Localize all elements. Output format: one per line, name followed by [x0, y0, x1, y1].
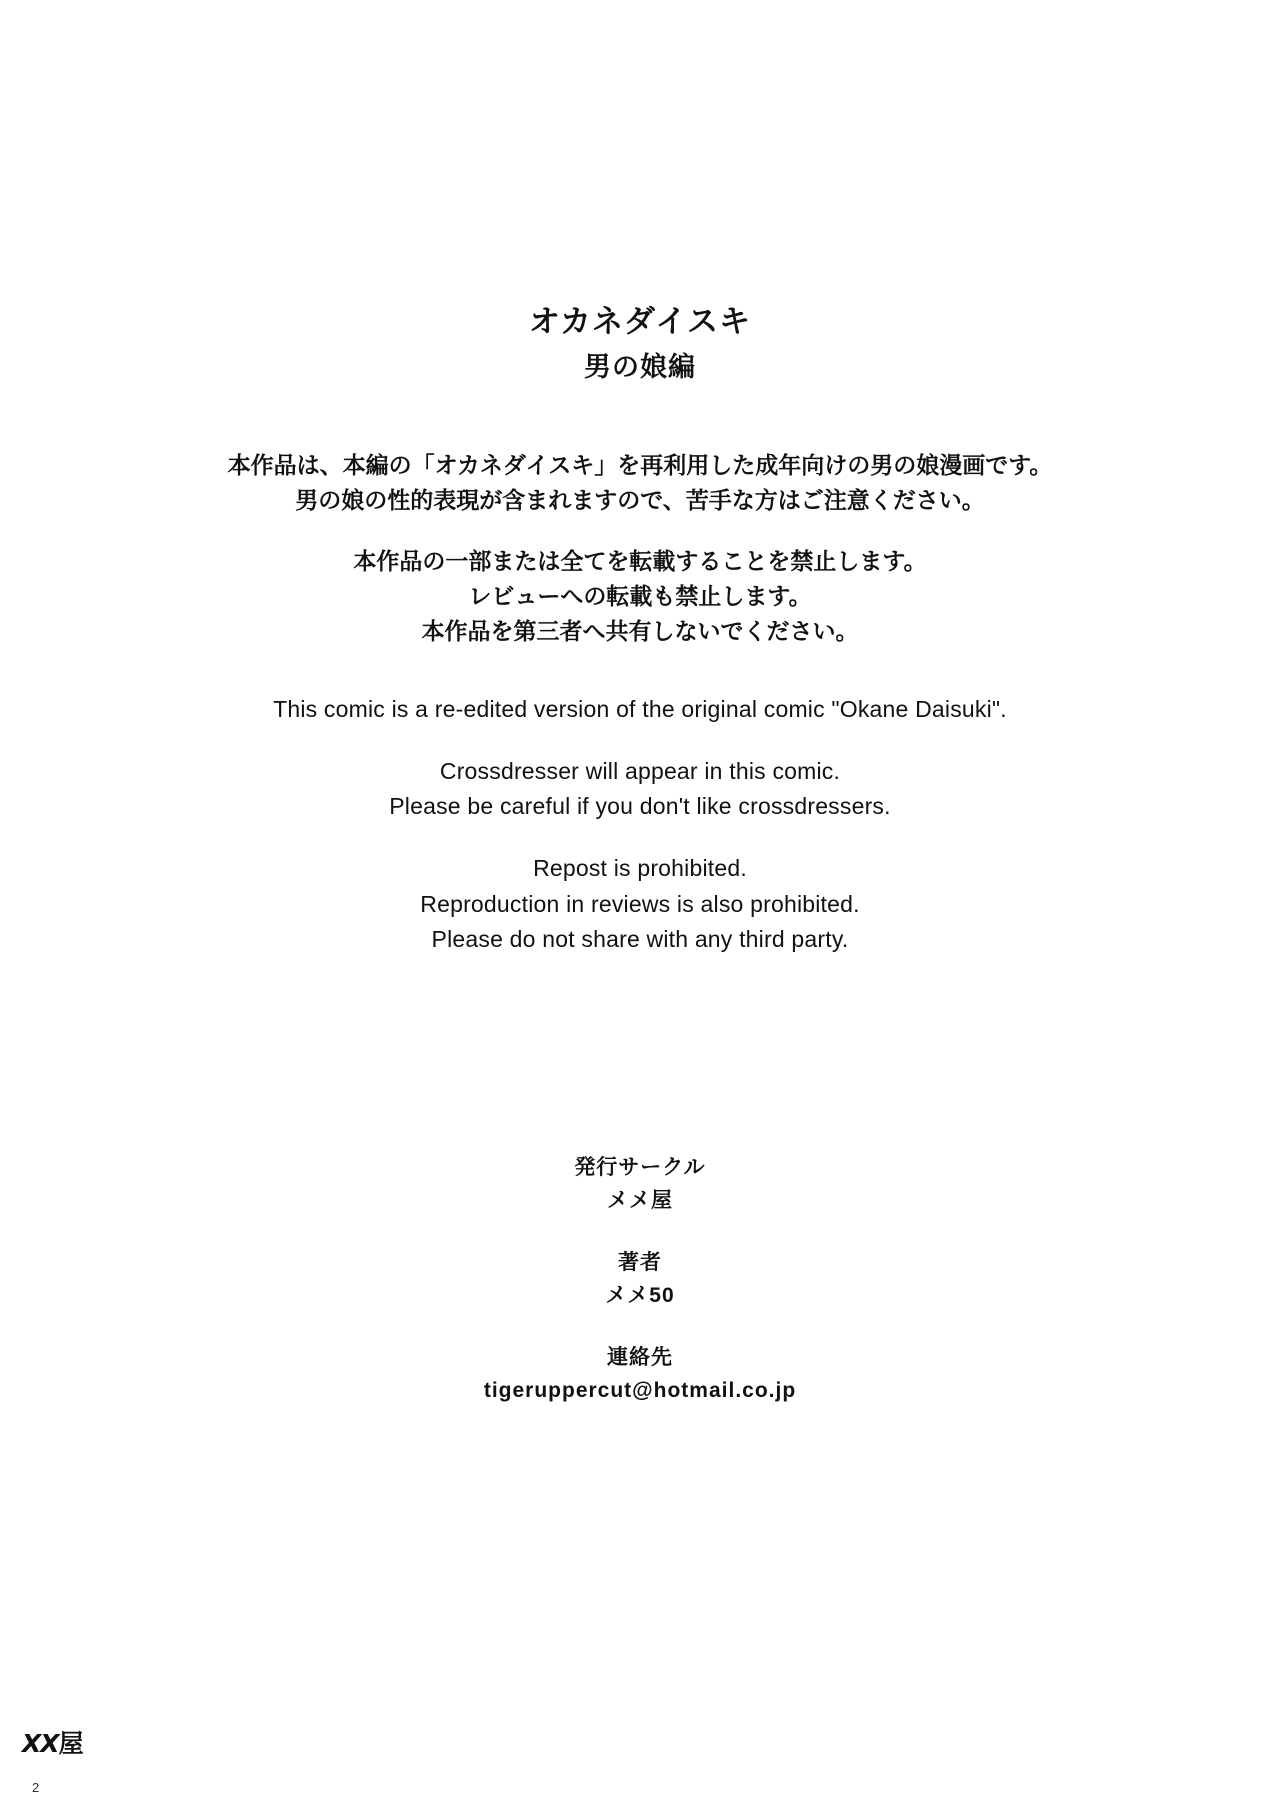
logo-text: 屋	[58, 1729, 83, 1758]
credit-label-circle: 発行サークル	[574, 1156, 706, 1179]
logo-mark: XX	[22, 1729, 59, 1758]
english-notice-line: This comic is a re-edited version of the original comic "Okane Daisuki".	[273, 696, 1007, 722]
publisher-logo	[22, 1731, 83, 1756]
credit-label-contact: 連絡先	[607, 1346, 673, 1370]
japanese-notice-line: 本作品は、本編の「オカネダイスキ」を再利用した成年向けの男の娘漫画です。	[227, 452, 1053, 478]
page-number: 2	[32, 1780, 40, 1795]
japanese-notice	[0, 448, 1280, 649]
english-notice-line: Please be careful if you don't like crossdressers.	[389, 793, 891, 820]
credits-block	[0, 1152, 1280, 1407]
spacer	[0, 518, 1280, 544]
japanese-notice-line: 本作品を第三者へ共有しないでください。	[421, 617, 859, 644]
credit-value-contact: tigeruppercut@hotmail.co.jp	[483, 1378, 797, 1402]
spacer	[0, 1312, 1280, 1342]
spacer	[0, 1217, 1280, 1247]
page-subtitle: 男の娘編	[584, 352, 696, 383]
english-notice-line: Please do not share with any third party.	[431, 926, 849, 953]
credit-value-author: メメ50	[605, 1283, 675, 1307]
credit-value-circle: メメ屋	[607, 1188, 673, 1212]
page-title: オカネダイスキ	[528, 304, 752, 339]
title-block	[0, 300, 1280, 387]
spacer	[0, 825, 1280, 851]
japanese-notice-line: 本作品の一部または全てを転載することを禁止します。	[353, 547, 927, 574]
english-notice-line: Reproduction in reviews is also prohibited.	[420, 890, 860, 917]
japanese-notice-line: 男の娘の性的表現が含まれますので、苦手な方はご注意ください。	[295, 486, 985, 513]
japanese-notice-line: レビューへの転載も禁止します。	[468, 582, 812, 609]
english-notice	[0, 692, 1280, 958]
english-notice-line: Crossdresser will appear in this comic.	[439, 757, 841, 784]
english-notice-line: Repost is prohibited.	[533, 854, 747, 881]
spacer	[0, 728, 1280, 754]
credit-label-author: 著者	[618, 1251, 662, 1275]
